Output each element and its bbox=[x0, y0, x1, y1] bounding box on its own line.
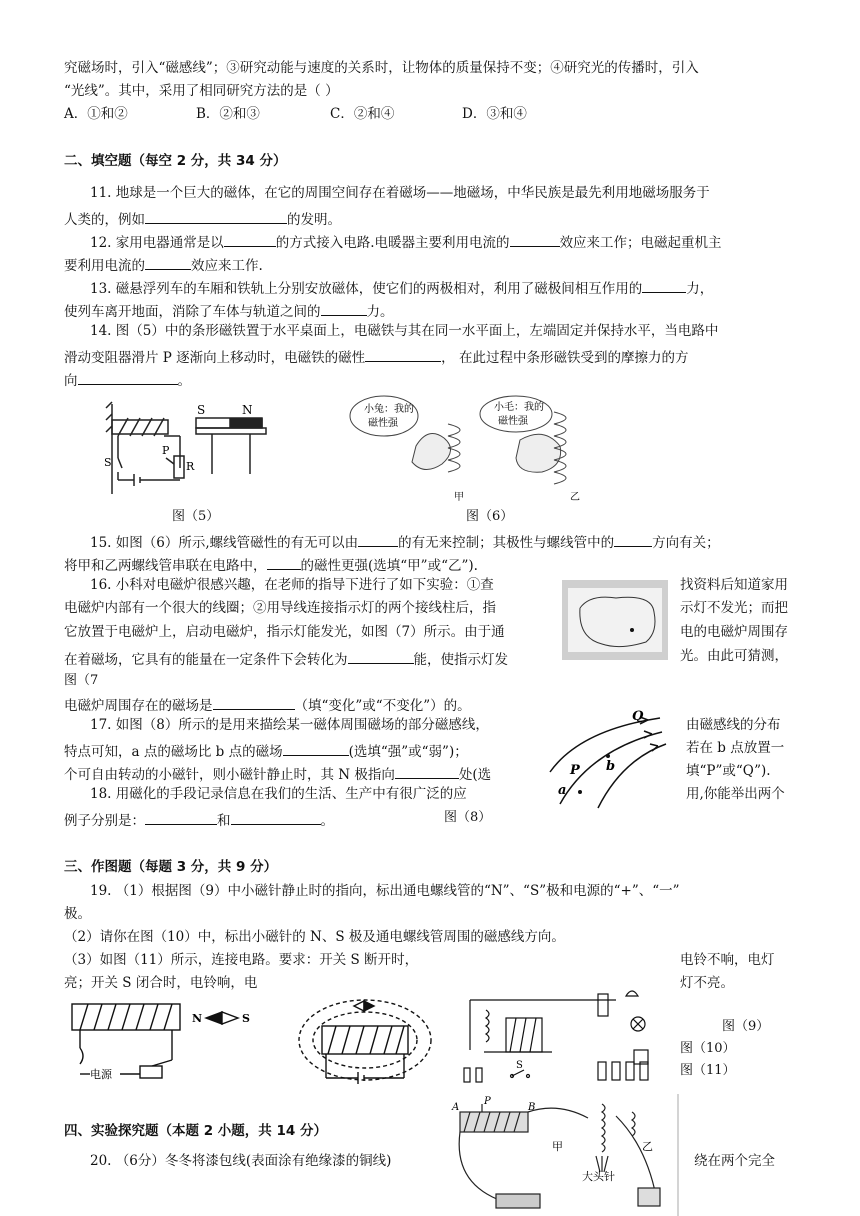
q16-line: 示灯不发光；而把 bbox=[680, 600, 788, 616]
answer-blank[interactable] bbox=[267, 556, 301, 570]
q16-line: 它放置于电磁炉上，启动电磁炉，指示灯能发光，如图（7）所示。由于通 bbox=[64, 624, 505, 640]
label-jia: 甲 bbox=[454, 492, 464, 503]
answer-blank[interactable] bbox=[365, 348, 441, 362]
text: 方向有关； bbox=[652, 535, 720, 551]
q16-line: 光。由此可猜测， bbox=[680, 648, 788, 664]
label-yi: 乙 bbox=[642, 1140, 653, 1153]
figure-6-diagram bbox=[344, 392, 614, 504]
q14-line bbox=[64, 371, 191, 389]
figure-7-photo bbox=[562, 580, 668, 660]
q12-line bbox=[90, 233, 722, 251]
q19-line: （3）如图（11）所示，连接电路。要求：开关 S 断开时， bbox=[64, 952, 419, 968]
q17-line: 填“P”或“Q”). bbox=[686, 763, 771, 779]
text: 12. 家用电器通常是以 bbox=[90, 235, 224, 251]
q18-line bbox=[64, 811, 334, 829]
text: 在着磁场，它具有的能量在一定条件下会转化为 bbox=[64, 652, 348, 668]
text: 的有无来控制；其极性与螺线管中的 bbox=[398, 535, 615, 551]
text: 的磁性更强(选填“甲”或“乙”). bbox=[300, 558, 478, 574]
text: 滑动变阻器滑片 P 逐渐向上移动时，电磁铁的磁性 bbox=[64, 350, 366, 366]
text: 的方式接入电路.电暖器主要利用电流的 bbox=[275, 235, 510, 251]
answer-blank[interactable] bbox=[642, 279, 686, 293]
option-d: D．③和④ bbox=[462, 106, 527, 122]
option-c: C．②和④ bbox=[330, 106, 395, 122]
text: 特点可知，a 点的磁场比 b 点的磁场 bbox=[64, 744, 283, 760]
q19-line: （2）请你在图（10）中，标出小磁针的 N、S 极及通电螺线管周围的磁感线方向。 bbox=[64, 929, 565, 945]
figure-8-caption: 图（8） bbox=[444, 810, 492, 825]
text-line: “光线”。其中，采用了相同研究方法的是（ ） bbox=[64, 83, 339, 99]
q16-line: 16. 小科对电磁炉很感兴趣，在老师的指导下进行了如下实验：①查 bbox=[90, 577, 494, 593]
text: 。 bbox=[177, 373, 191, 389]
q15-line bbox=[90, 533, 720, 551]
text: 和 bbox=[217, 813, 231, 829]
text: 将甲和乙两螺线管串联在电路中， bbox=[64, 558, 267, 574]
q16-line bbox=[64, 696, 471, 714]
answer-blank[interactable] bbox=[224, 233, 276, 247]
q17-line: 由磁感线的分布 bbox=[686, 717, 781, 733]
section-title: 四、实验探究题（本题 2 小题，共 14 分） bbox=[64, 1123, 327, 1139]
answer-blank[interactable] bbox=[231, 811, 321, 825]
q17-line: 17. 如图（8）所示的是用来描绘某一磁体周围磁场的部分磁感线， bbox=[90, 717, 489, 733]
figure-q20-diagram bbox=[446, 1094, 682, 1216]
label-power: 电源 bbox=[90, 1068, 112, 1081]
q13-line bbox=[64, 302, 394, 320]
figure-10-diagram bbox=[296, 996, 434, 1092]
answer-blank[interactable] bbox=[321, 302, 367, 316]
text: 处(选 bbox=[458, 767, 492, 783]
figure-9-diagram bbox=[66, 996, 266, 1086]
bubble-text: 磁性强 bbox=[498, 416, 528, 427]
label-p: P bbox=[570, 763, 580, 778]
label-needle-s: S bbox=[242, 1012, 250, 1025]
answer-blank[interactable] bbox=[213, 696, 295, 710]
figure-11-diagram bbox=[456, 990, 666, 1086]
answer-blank[interactable] bbox=[348, 650, 414, 664]
label-s: S bbox=[197, 403, 206, 417]
text: 力。 bbox=[366, 304, 394, 320]
q19-line: 极。 bbox=[64, 906, 91, 922]
q17-line bbox=[64, 765, 491, 783]
label-switch: S bbox=[516, 1060, 523, 1071]
q18-line: 18. 用磁化的手段记录信息在我们的生活、生产中有很广泛的应 bbox=[90, 786, 467, 802]
q11-line: 11. 地球是一个巨大的磁体，在它的周围空间存在着磁场——地磁场，中华民族是最先利用地磁场服务于 bbox=[90, 185, 710, 201]
q16-line: 电磁炉内部有一个很大的线圈；②用导线连接指示灯的两个接线柱后，指 bbox=[64, 600, 496, 616]
section-title: 二、填空题（每空 2 分，共 34 分） bbox=[64, 153, 287, 169]
answer-blank[interactable] bbox=[145, 811, 217, 825]
text: 使列车离开地面，消除了车体与轨道之间的 bbox=[64, 304, 321, 320]
q14-line: 14. 图（5）中的条形磁铁置于水平桌面上，电磁铁与其在同一水平面上，左端固定并保持水平，当电路中 bbox=[90, 323, 719, 339]
label-pin: 大头针 bbox=[582, 1170, 615, 1183]
bubble-text: 小兔：我的 bbox=[364, 404, 414, 415]
q16-line: 电的电磁炉周围存 bbox=[680, 624, 788, 640]
label-needle-n: N bbox=[192, 1012, 203, 1025]
q13-line bbox=[90, 279, 713, 297]
q20-line: 绕在两个完全 bbox=[694, 1153, 775, 1169]
figure-8-diagram bbox=[540, 708, 680, 812]
label-n: N bbox=[242, 403, 253, 417]
text-line: 究磁场时，引入“磁感线”；③研究动能与速度的关系时，让物体的质量保持不变；④研究光的传播时，引入 bbox=[64, 60, 699, 76]
text: 能，使指示灯发 bbox=[413, 652, 508, 668]
answer-blank[interactable] bbox=[283, 742, 349, 756]
label-jia: 甲 bbox=[552, 1140, 563, 1153]
q14-line bbox=[64, 348, 688, 366]
label-a: A bbox=[452, 1102, 460, 1113]
option-a: A．①和② bbox=[64, 106, 128, 122]
q19-line: 19. （1）根据图（9）中小磁针静止时的指向，标出通电螺线管的“N”、“S”极和电源的“+”、“一” bbox=[90, 883, 680, 899]
figure-11-caption: 图（11） bbox=[680, 1063, 736, 1078]
label-switch: S bbox=[104, 456, 112, 469]
text: ， 在此过程中条形磁铁受到的摩擦力的方 bbox=[441, 350, 689, 366]
text: (选填“强”或“弱”)； bbox=[348, 744, 468, 760]
text: 力， bbox=[686, 281, 714, 297]
figure-7-caption: 图（7 bbox=[64, 673, 99, 688]
section-title: 三、作图题（每题 3 分，共 9 分） bbox=[64, 859, 278, 875]
text: 个可自由转动的小磁针，则小磁针静止时，其 N 极指向 bbox=[64, 767, 395, 783]
q19-line: 灯不亮。 bbox=[680, 975, 734, 991]
q20-line: 20. （6分）冬冬将漆包线(表面涂有绝缘漆的铜线) bbox=[90, 1153, 392, 1169]
label-q: Q bbox=[632, 709, 644, 724]
figure-9-caption: 图（9） bbox=[722, 1019, 770, 1034]
text: 人类的，例如 bbox=[64, 212, 145, 228]
label-yi: 乙 bbox=[570, 492, 580, 503]
label-p: P bbox=[162, 444, 170, 457]
text: 要利用电流的 bbox=[64, 258, 145, 274]
answer-blank[interactable] bbox=[145, 256, 191, 270]
answer-blank[interactable] bbox=[145, 210, 287, 224]
q17-line: 若在 b 点放置一 bbox=[686, 740, 785, 756]
answer-blank[interactable] bbox=[510, 233, 560, 247]
label-b: b bbox=[606, 759, 616, 774]
text: 的发明。 bbox=[287, 212, 341, 228]
text: 向 bbox=[64, 373, 78, 389]
label-p: P bbox=[484, 1096, 491, 1107]
q18-line: 用,你能举出两个 bbox=[686, 786, 785, 802]
q16-line bbox=[64, 650, 508, 668]
answer-blank[interactable] bbox=[358, 533, 398, 547]
text: 13. 磁悬浮列车的车厢和铁轨上分别安放磁体，使它们的两极相对，利用了磁极间相互作用的 bbox=[90, 281, 643, 297]
q19-line: 亮；开关 S 闭合时，电铃响，电 bbox=[64, 975, 258, 991]
q11-line bbox=[64, 210, 341, 228]
figure-10-caption: 图（10） bbox=[680, 1041, 736, 1056]
answer-blank[interactable] bbox=[395, 765, 459, 779]
q17-line bbox=[64, 742, 468, 760]
figure-6-caption: 图（6） bbox=[466, 509, 514, 524]
q19-line: 电铃不响，电灯 bbox=[680, 952, 775, 968]
label-a: a bbox=[558, 783, 567, 798]
text: （填“变化”或“不变化”）的。 bbox=[294, 698, 471, 714]
bubble-text: 小毛：我的 bbox=[494, 402, 544, 413]
text: 15. 如图（6）所示,螺线管磁性的有无可以由 bbox=[90, 535, 359, 551]
text: 。 bbox=[320, 813, 334, 829]
q16-line: 找资料后知道家用 bbox=[680, 577, 788, 593]
answer-blank[interactable] bbox=[78, 371, 178, 385]
text: 电磁炉周围存在的磁场是 bbox=[64, 698, 213, 714]
label-b: B bbox=[528, 1102, 536, 1113]
option-b: B．②和③ bbox=[196, 106, 260, 122]
q12-line bbox=[64, 256, 263, 274]
text: 效应来工作. bbox=[191, 258, 263, 274]
label-r: R bbox=[186, 460, 195, 473]
text: 效应来工作；电磁起重机主 bbox=[559, 235, 722, 251]
answer-blank[interactable] bbox=[614, 533, 652, 547]
bubble-text: 磁性强 bbox=[368, 418, 398, 429]
text: 例子分别是： bbox=[64, 813, 145, 829]
q15-line bbox=[64, 556, 478, 574]
figure-5-caption: 图（5） bbox=[172, 509, 220, 524]
figure-5-diagram bbox=[100, 398, 280, 500]
